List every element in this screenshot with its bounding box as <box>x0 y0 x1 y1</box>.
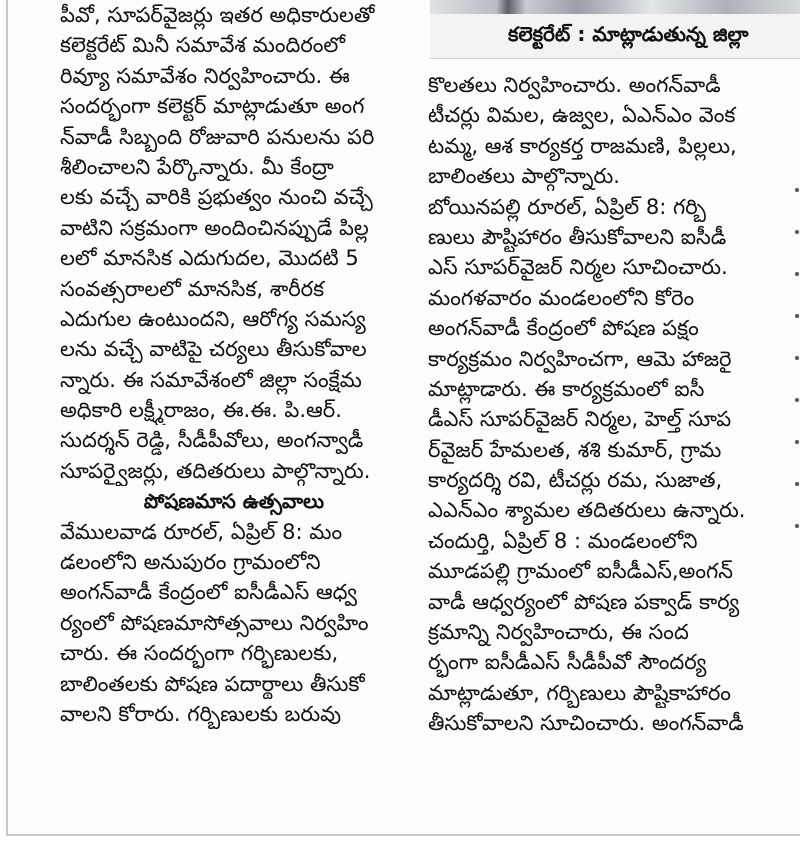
text-line: కార్యక్రమం నిర్వహించగా, ఆమె హాజరై <box>428 346 732 371</box>
text-line: చందుర్తి, ఏప్రిల్ 8 : మండలంలోని <box>428 528 698 553</box>
section-subheading: పోషణమాస ఉత్సవాలు <box>143 489 325 514</box>
text-line: వాడీ ఆధ్వర్యంలో పోషణ పక్వాడ్ కార్య <box>428 589 740 614</box>
text-line: న్‌వాడీ సిబ్బంది రోజువారి పనులను పరి <box>60 124 375 149</box>
text-line: వాటిని సక్రమంగా అందించినప్పుడే పిల్ల <box>60 215 369 240</box>
text-line: సుదర్శన్ రెడ్డి, సీడీపీవోలు, అంగన్వాడీ <box>60 428 364 453</box>
text-line: అంగన్‌వాడీ కేంద్రంలో పోషణ పక్షం <box>428 316 699 341</box>
text-line: క్రమాన్ని నిర్వహించారు, ఈ సంద <box>428 620 689 645</box>
text-line: తీసుకోవాలని సూచించారు. అంగన్‌వాడీ <box>428 711 744 736</box>
text-line: కార్యదర్శి రవి, టీచర్లు రమ, సుజాత, <box>428 468 723 493</box>
text-line: ఎస్ సూపర్‌వైజర్ నిర్మల సూచించారు. <box>428 255 728 280</box>
text-line: లలో మానసిక ఎదుగుదల, మొదటి 5 <box>60 246 359 271</box>
text-line: ఎఎన్ఎం శ్యామల తదితరులు ఉన్నారు. <box>428 498 746 523</box>
text-line: న్నారు. ఈ సమావేశంలో జిల్లా సంక్షేమ <box>60 367 362 392</box>
text-line: సంవత్సరాలలో మానసిక, శారీరక <box>60 276 325 301</box>
text-line: చారు. ఈ సందర్భంగా గర్భిణులకు, <box>60 641 339 666</box>
text-line: టమ్మ, ఆశ కార్యకర్త రాజమణి, పిల్లలు, <box>428 133 737 158</box>
text-line: ర్భంగా ఐసీడీఎస్ సీడీపీవో సౌందర్య <box>428 650 707 675</box>
text-line: లకు వచ్చే వారికి ప్రభుత్వం నుంచి వచ్చే <box>60 185 373 210</box>
text-line: సూపర్వైజర్లు, తదితరులు పాల్గొన్నారు. <box>60 458 371 483</box>
text-line: కలెక్టరేట్ మినీ సమావేశ మందిరంలో <box>60 33 346 58</box>
text-line: ర్‌వైజర్ హేమలత, శశి కుమార్, గ్రామ <box>428 437 722 462</box>
text-line: టీచర్లు విమల, ఉజ్వల, ఏఎన్ఎం వెంక <box>428 103 736 128</box>
text-line: ణులు పౌష్టిహారం తీసుకోవాలని ఐసీడీ <box>428 224 727 249</box>
text-line: సందర్భంగా కలెక్టర్ మాట్లాడుతూ అంగ <box>60 94 365 119</box>
photo-caption: కలెక్టరేట్ : మాట్లాడుతున్న జిల్లా <box>508 22 749 46</box>
text-line: శీలించాలని పేర్కొన్నారు. మీ కేంద్రా <box>60 154 334 179</box>
text-line: లను వచ్చే వాటిపై చర్యలు తీసుకోవాల <box>60 337 367 362</box>
text-line: బోయినపల్లి రూరల్, ఏప్రిల్ 8: గర్భి <box>428 194 706 219</box>
photo-fragment <box>430 0 800 14</box>
text-line: రివ్యూ సమావేశం నిర్వహించారు. ఈ <box>60 63 350 88</box>
text-line: మంగళవారం మండలంలోని కోరెం <box>428 285 695 310</box>
adjacent-column-edge <box>794 150 800 570</box>
text-line: కొలతలు నిర్వహించారు. అంగన్‌వాడీ <box>428 73 721 97</box>
text-line: బాలింతలు పాల్గొన్నారు. <box>428 164 620 189</box>
text-line: మాట్లాడారు. ఈ కార్యక్రమంలో ఐసీ <box>428 376 705 401</box>
text-line: డీఎస్ సూపర్‌వైజర్ నిర్మల, హెల్త్ సూప <box>428 407 732 432</box>
text-line: డలంలోని అనుపురం గ్రామంలోని <box>60 550 321 575</box>
text-line: మాట్లాడుతూ, గర్భిణులు పౌష్టికాహారం <box>428 680 731 705</box>
article-column-left <box>60 0 408 729</box>
text-line: వేములవాడ రూరల్, ఏప్రిల్ 8: మం <box>60 519 343 544</box>
text-line: మూడపల్లి గ్రామంలో ఐసీడీఎస్,అంగన్ <box>428 559 733 584</box>
text-line: అధికారి లక్ష్మీరాజం, ఈ.ఈ. పి.ఆర్. <box>60 398 342 423</box>
text-line: పీవో, సూపర్‌వైజర్లు ఇతర అధికారులతో <box>60 3 375 27</box>
article-column-right <box>428 70 770 739</box>
text-line: బాలింతలకు పోషణ పదార్థాలు తీసుకో <box>60 671 365 696</box>
text-line: ర్యంలో పోషణమాసోత్సవాలు నిర్వహిం <box>60 610 369 635</box>
text-line: వాలని కోరారు. గర్భిణులకు బరువు <box>60 701 342 726</box>
text-line: అంగన్‌వాడీ కేంద్రంలో ఐసీడీఎస్ ఆధ్వ <box>60 580 357 605</box>
text-line: ఎదుగుల ఉంటుందని, ఆరోగ్య సమస్య <box>60 306 366 331</box>
